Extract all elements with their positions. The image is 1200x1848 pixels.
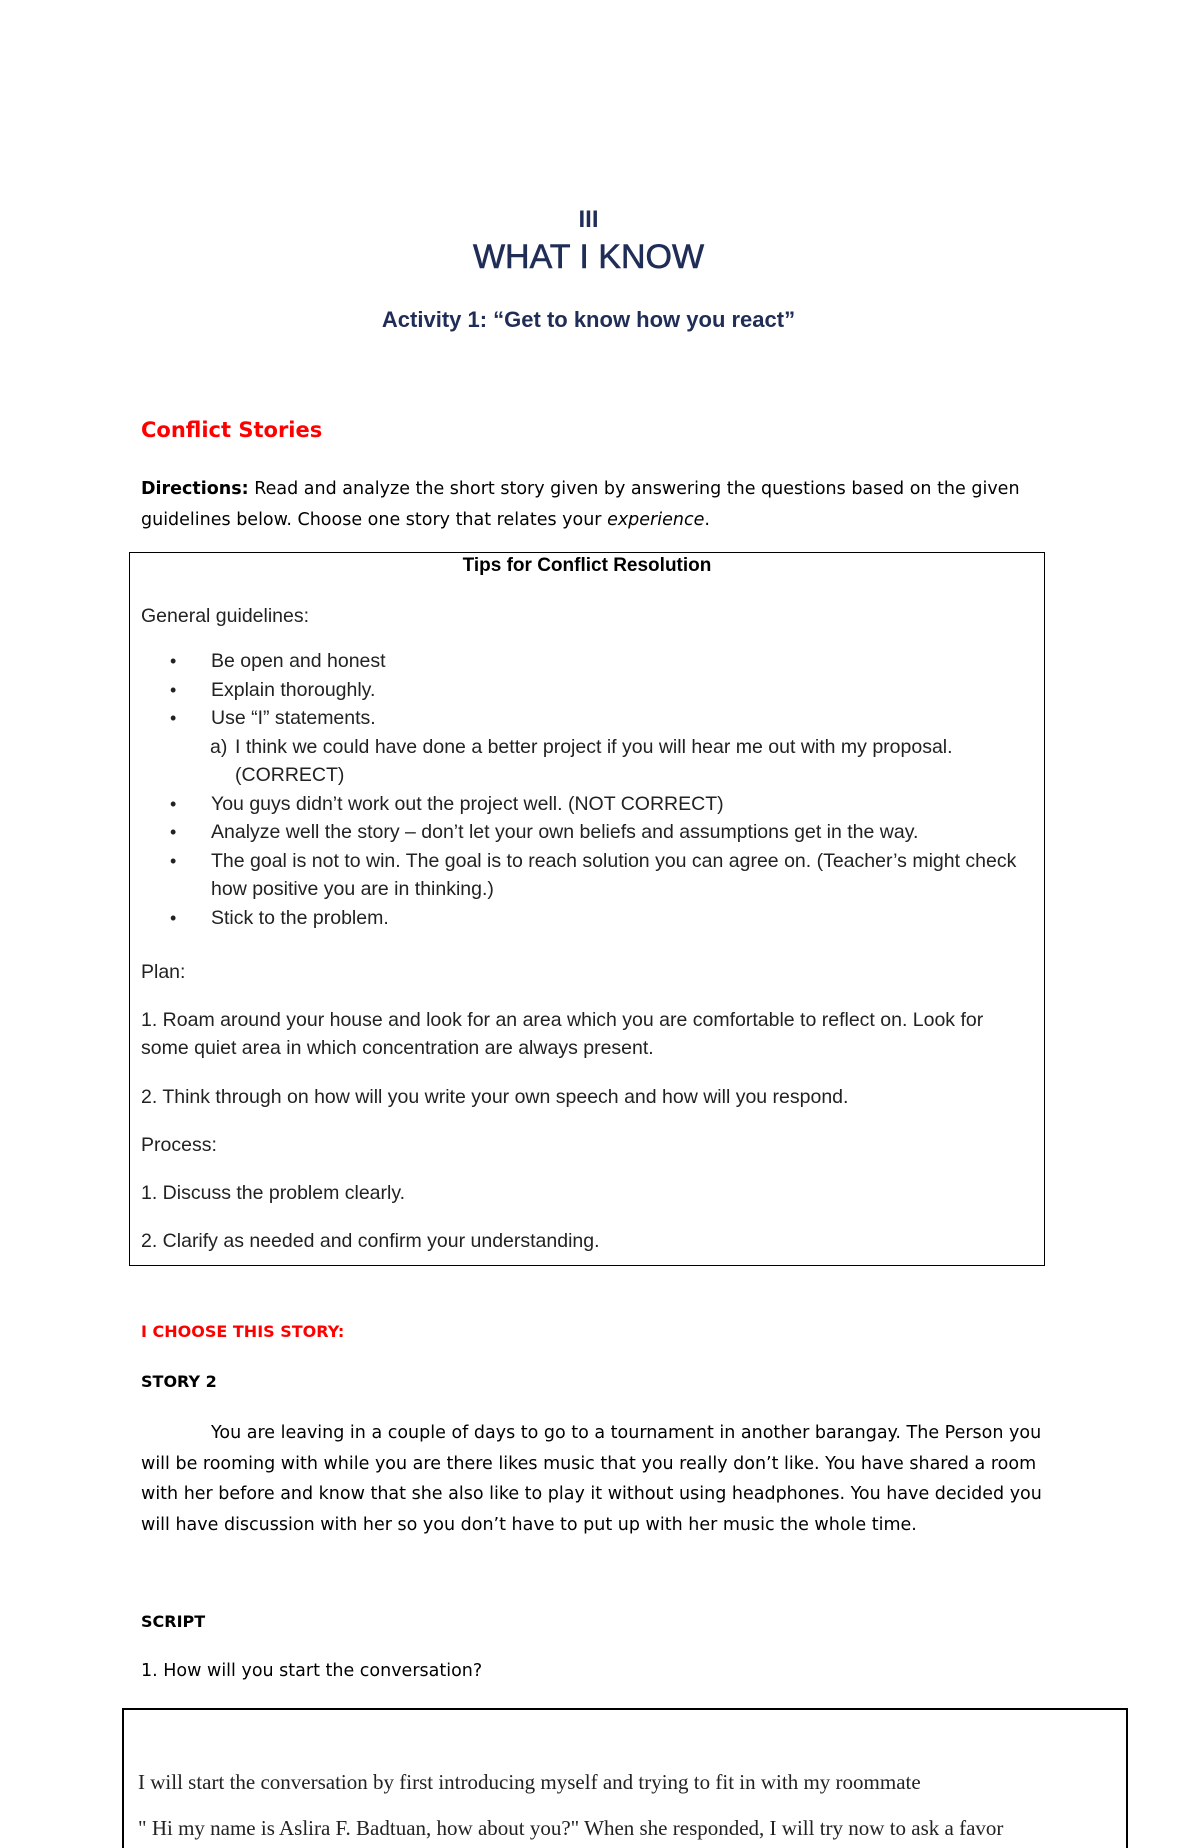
directions-emphasis: experience: [607, 510, 705, 530]
answer-box: [122, 1708, 1128, 1848]
list-item: • Use “I” statements.: [170, 704, 1030, 733]
list-item: • Be open and honest: [170, 647, 1030, 676]
bullet-icon: •: [170, 651, 177, 671]
story-heading: STORY 2: [141, 1372, 217, 1391]
list-item: • Stick to the problem.: [170, 904, 1030, 933]
process-label: Process:: [141, 1134, 217, 1156]
list-item: • The goal is not to win. The goal is to reach solution you can agree on. (Teacher’s might check how positive you are in thinking.): [170, 847, 1030, 904]
section-number: III: [578, 206, 599, 233]
directions-end: .: [704, 510, 710, 530]
bullet-icon: •: [170, 708, 177, 728]
plan-step-1: 1. Roam around your house and look for an area which you are comfortable to reflect on. Look for some quiet area in which concentration are always present.: [141, 1009, 984, 1059]
directions-paragraph: [141, 474, 1021, 536]
guidelines-list: [170, 647, 1030, 932]
answer-line-2: " Hi my name is Aslira F. Badtuan, how about you?" When she responded, I will try now to ask a favor: [138, 1816, 1004, 1840]
bullet-icon: •: [170, 907, 177, 928]
question-1: 1. How will you start the conversation?: [141, 1661, 483, 1681]
bullet-icon: •: [170, 793, 177, 814]
list-item: • Explain thoroughly.: [170, 676, 1030, 705]
answer-line-1: I will start the conversation by first introducing myself and trying to fit in with my roommate: [138, 1770, 921, 1794]
plan-label: Plan:: [141, 961, 186, 983]
bullet-icon: •: [170, 850, 177, 871]
page-title: WHAT I KNOW: [472, 238, 705, 276]
directions-label: Directions:: [141, 479, 249, 499]
list-item: • You guys didn’t work out the project well. (NOT CORRECT): [170, 790, 1030, 819]
process-step-1: 1. Discuss the problem clearly.: [141, 1182, 406, 1204]
script-heading: SCRIPT: [141, 1612, 206, 1631]
bullet-icon: •: [170, 822, 177, 842]
list-item: • Analyze well the story – don’t let your own beliefs and assumptions get in the way.: [170, 818, 1030, 847]
sub-item-marker: a): [210, 735, 228, 758]
list-sub-item: a) I think we could have done a better project if you will hear me out with my proposal. (CORRECT): [170, 733, 1030, 790]
bullet-icon: •: [170, 679, 177, 700]
process-step-2: 2. Clarify as needed and confirm your understanding.: [141, 1230, 600, 1252]
general-guidelines-label: General guidelines:: [141, 605, 310, 627]
tips-box: [129, 552, 1045, 1266]
tips-title: Tips for Conflict Resolution: [462, 555, 712, 576]
choose-story-label: I CHOOSE THIS STORY:: [141, 1322, 345, 1341]
directions-text: Read and analyze the short story given by answering the questions based on the given guidelines below. Choose one story that relates your: [141, 479, 1020, 530]
plan-step-2: 2. Think through on how will you write your own speech and how will you respond.: [141, 1086, 849, 1108]
story-paragraph: You are leaving in a couple of days to go to a tournament in another barangay. The Person you will be rooming with while you are there likes music that you really don’t like. You have shared a room with her before and know that she also like to play it without using headphones. You have decided you will have discussion with her so you don’t have to put up with her music the whole time.: [141, 1423, 1042, 1535]
activity-title: Activity 1: “Get to know how you react”: [381, 307, 796, 332]
section-heading: Conflict Stories: [141, 418, 323, 442]
